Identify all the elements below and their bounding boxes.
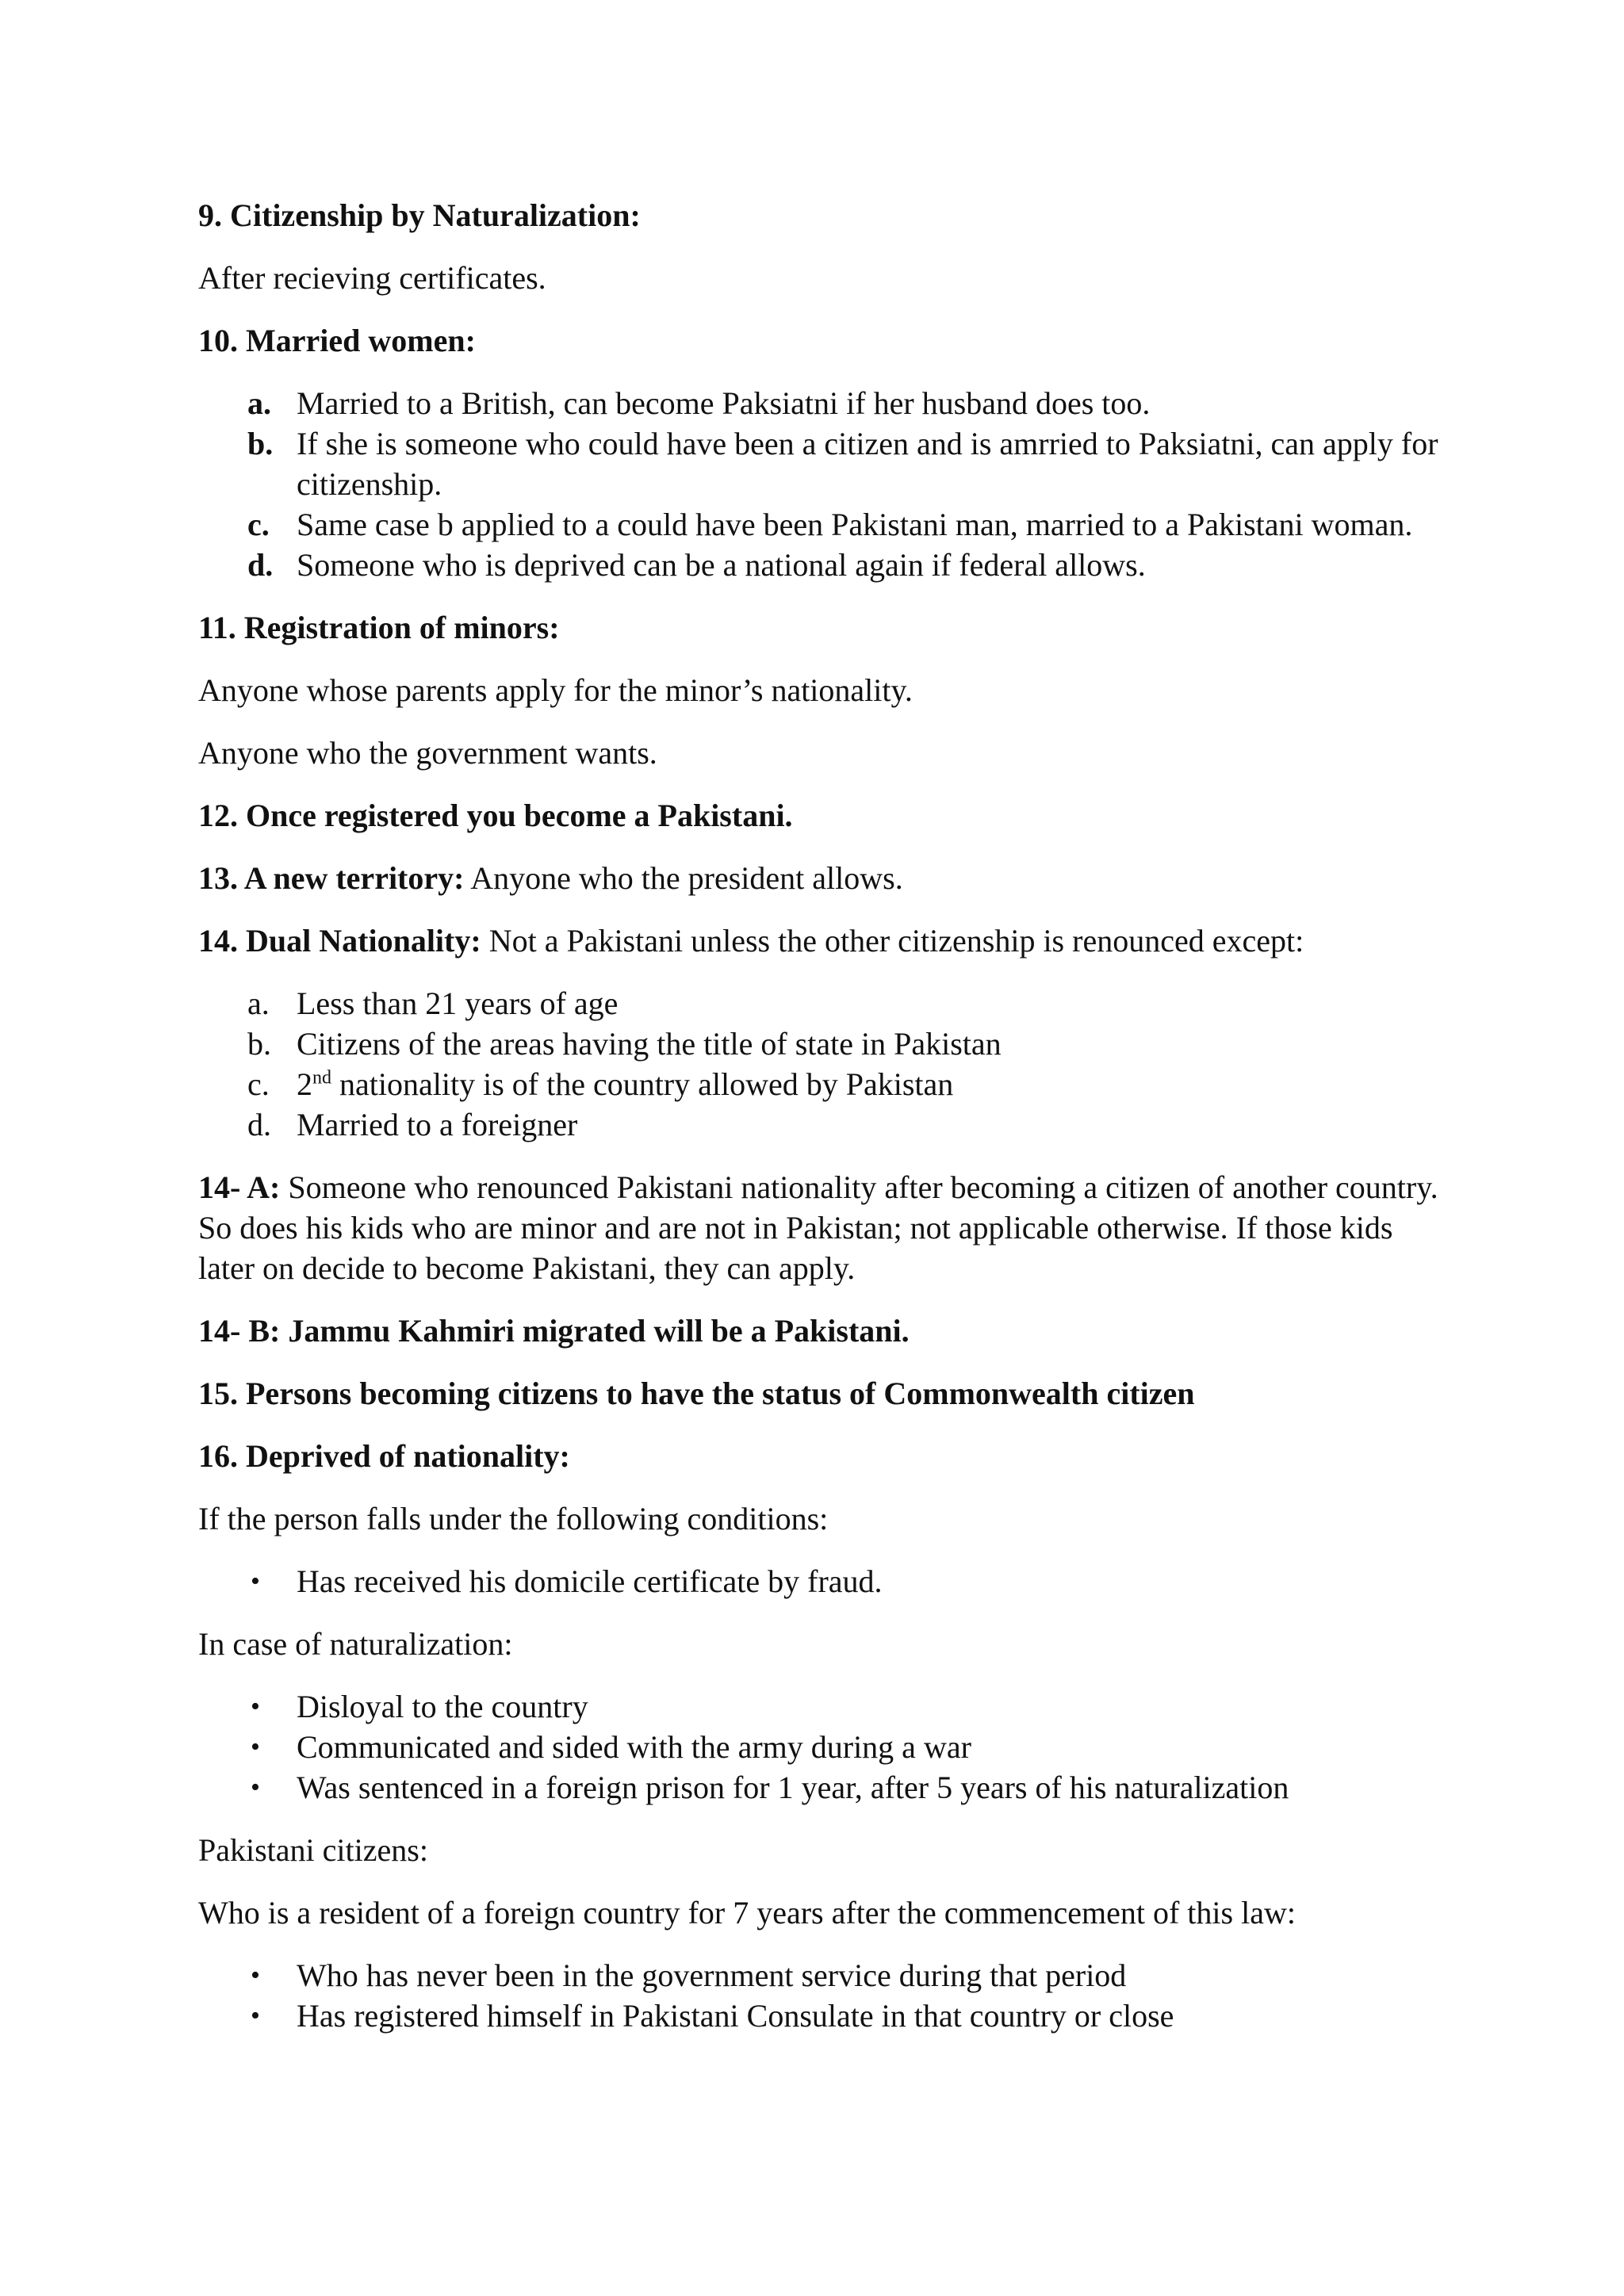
bullet-icon: •	[251, 1732, 260, 1762]
section-12-heading: 12. Once registered you become a Pakistani.	[198, 798, 793, 833]
list-item-text: nationality is of the country allowed by Pakistan	[331, 1066, 954, 1102]
list-item-text: Who has never been in the government service during that period	[297, 1957, 1127, 1993]
section-16-resident: Who is a resident of a foreign country for 7 years after the commencement of this law:	[198, 1895, 1296, 1931]
section-16-bullets-2	[198, 1686, 1451, 1808]
section-16-bullets-1	[198, 1561, 1451, 1601]
bullet-icon: •	[251, 1961, 260, 1990]
section-14-paragraph	[198, 920, 1451, 961]
section-9-text: After recieving certificates.	[198, 260, 546, 296]
list-item	[198, 1955, 1451, 1996]
section-14a-text: Someone who renounced Pakistani nationality after becoming a citizen of another country. So does his kids who are minor and are not in Pakistan; not applicable otherwise. If those kids later on decide to become Pakistani, they can apply.	[198, 1169, 1438, 1286]
list-item	[198, 983, 1451, 1024]
section-13-text: Anyone who the president allows.	[464, 860, 903, 896]
list-marker: c.	[247, 1066, 270, 1102]
list-item	[198, 1024, 1451, 1064]
list-item-text: Married to a British, can become Paksiatni if her husband does too.	[297, 385, 1151, 421]
list-item-text: Has registered himself in Pakistani Consulate in that country or close	[297, 1998, 1174, 2034]
section-10-heading: 10. Married women:	[198, 323, 476, 358]
list-item	[198, 1767, 1451, 1808]
list-item	[198, 1104, 1451, 1145]
list-item	[198, 1686, 1451, 1727]
section-14a-paragraph	[198, 1167, 1451, 1288]
section-14-text: Not a Pakistani unless the other citizenship is renounced except:	[481, 923, 1304, 959]
bullet-icon: •	[251, 2001, 260, 2030]
list-item-text: Less than 21 years of age	[297, 985, 619, 1021]
list-item	[198, 1064, 1451, 1104]
list-item-text: If she is someone who could have been a citizen and is amrried to Paksiatni, can apply for citizenship.	[297, 426, 1438, 502]
section-15-heading: 15. Persons becoming citizens to have the status of Commonwealth citizen	[198, 1376, 1195, 1411]
list-marker: d.	[247, 547, 274, 583]
list-item-text: Citizens of the areas having the title of state in Pakistan	[297, 1026, 1002, 1062]
list-marker: c.	[247, 507, 270, 542]
list-item	[198, 545, 1451, 585]
section-16-bullets-3	[198, 1955, 1451, 2036]
section-11-text-1: Anyone whose parents apply for the minor’s nationality.	[198, 672, 913, 708]
section-14-list	[198, 983, 1451, 1145]
section-14-label: 14. Dual Nationality:	[198, 923, 481, 959]
list-item	[198, 1561, 1451, 1601]
section-13-paragraph	[198, 858, 1451, 898]
ordinal-number: 2	[297, 1066, 312, 1102]
list-item	[198, 504, 1451, 545]
section-14b-heading: 14- B: Jammu Kahmiri migrated will be a Pakistani.	[198, 1313, 910, 1349]
list-marker: a.	[247, 385, 271, 421]
section-16-heading: 16. Deprived of nationality:	[198, 1438, 570, 1474]
section-13-label: 13. A new territory:	[198, 860, 465, 896]
section-16-intro: If the person falls under the following conditions:	[198, 1501, 829, 1536]
list-item-text: Disloyal to the country	[297, 1689, 588, 1724]
list-item-text: Has received his domicile certificate by fraud.	[297, 1563, 883, 1599]
section-11-heading: 11. Registration of minors:	[198, 610, 560, 645]
ordinal-suffix: nd	[312, 1067, 331, 1089]
document-page	[198, 195, 1451, 2058]
list-item	[198, 383, 1451, 423]
section-9-heading: 9. Citizenship by Naturalization:	[198, 197, 641, 233]
list-marker: a.	[247, 985, 270, 1021]
section-10-list	[198, 383, 1451, 585]
section-16-naturalization: In case of naturalization:	[198, 1626, 513, 1662]
list-marker: b.	[247, 1026, 271, 1062]
section-16-citizens: Pakistani citizens:	[198, 1832, 428, 1868]
section-11-text-2: Anyone who the government wants.	[198, 735, 657, 771]
list-item-text: Was sentenced in a foreign prison for 1 year, after 5 years of his naturalization	[297, 1770, 1289, 1805]
list-marker: d.	[247, 1107, 271, 1142]
bullet-icon: •	[251, 1773, 260, 1802]
list-item-text: Same case b applied to a could have been Pakistani man, married to a Pakistani woman.	[297, 507, 1413, 542]
list-item-text: Someone who is deprived can be a national again if federal allows.	[297, 547, 1146, 583]
list-item-text: Married to a foreigner	[297, 1107, 578, 1142]
list-item	[198, 1727, 1451, 1767]
bullet-icon: •	[251, 1567, 260, 1596]
list-marker: b.	[247, 426, 274, 461]
bullet-icon: •	[251, 1692, 260, 1721]
section-14a-label: 14- A:	[198, 1169, 281, 1205]
list-item-text: Communicated and sided with the army during a war	[297, 1729, 971, 1765]
list-item	[198, 1996, 1451, 2036]
list-item	[198, 423, 1451, 504]
